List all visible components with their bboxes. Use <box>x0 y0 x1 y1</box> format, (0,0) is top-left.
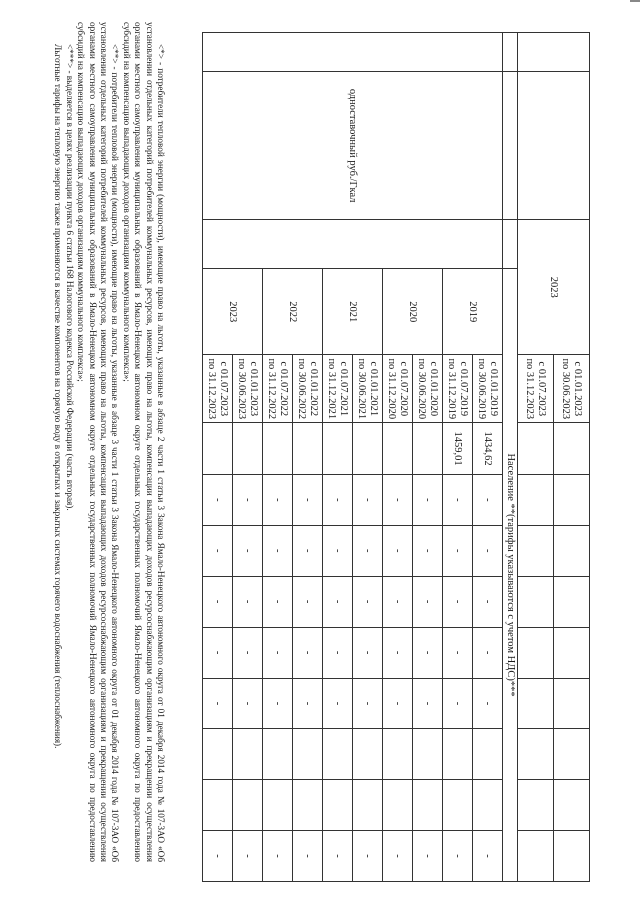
value-cell <box>518 525 554 576</box>
period-to: по 30.06.2023 <box>236 358 248 420</box>
footnote: <*> - потребители тепловой энергии (мощности), имеющие право на льготы, указанные в абзаце 2 части 1 статьи 3 Закона Ямало-Ненецкого автономного округа от 01 декабря 2014 года № 107-ЗАО «Об установлении отдельных категорий потребителей коммунальных ресурсов, имеющих право на льготы, компенсации выпадающих доходов ресурсоснабжающим организациям и прекращении осуществления органами местного самоуправления муниципальных образований в Ямало-Ненецком автономном округе отдельных государственных полномочий Ямало-Ненецкого автономного округа по предоставлению субсидий на компенсацию выпадающих доходов организациям коммунального комплекса»; <box>121 22 166 862</box>
value-cell: - <box>263 678 293 729</box>
value-cell <box>518 423 554 475</box>
period-cell <box>203 355 233 423</box>
period-to: по 31.12.2019 <box>446 358 458 420</box>
value-cell <box>413 423 443 475</box>
value-cell: - <box>413 474 443 525</box>
value-cell: - <box>413 576 443 627</box>
footnote: Льготные тарифы на тепловую энергию также применяются в качестве компонентов на горячую воду в открытых и закрытых системах горячего водоснабжения (теплоснабжения). <box>53 44 64 749</box>
year-cell: 2021 <box>323 269 383 355</box>
value-cell: - <box>203 576 233 627</box>
period-from: с 01.01.2021 <box>368 361 380 417</box>
value-cell: - <box>203 627 233 678</box>
value-cell: - <box>293 474 323 525</box>
blank-cell <box>518 72 590 220</box>
blank-cell <box>503 220 518 269</box>
year-cell: 2023 <box>518 220 590 355</box>
period-from: с 01.07.2021 <box>338 361 350 417</box>
footnote: <**> - потребители тепловой энергии (мощности), имеющие право на льготы, указанные в абзаце 3 части 1 статьи 3 Закона Ямало-Ненецкого автономного округа от 01 декабря 2014 года № 107-ЗАО «Об установлении отдельных категорий потребителей коммунальных ресурсов, имеющих право на льготы, компенсации выпадающих доходов ресурсоснабжающим организациям и прекращении осуществления органами местного самоуправления муниципальных образований в Ямало-Ненецком автономном округе отдельных государственных полномочий Ямало-Ненецкого автономного округа по предоставлению субсидий на компенсацию выпадающих доходов организациям коммунального комплекса»; <box>76 22 121 862</box>
value-cell <box>443 780 473 831</box>
period-from: с 01.07.2020 <box>398 361 410 417</box>
value-cell <box>554 474 590 525</box>
value-cell: - <box>473 525 503 576</box>
period-cell <box>233 355 263 423</box>
value-cell: - <box>353 576 383 627</box>
value-cell <box>554 780 590 831</box>
period-to: по 30.06.2019 <box>476 358 488 420</box>
blank-cell <box>518 33 590 72</box>
value-cell: - <box>203 474 233 525</box>
value-cell: - <box>233 474 263 525</box>
value-cell: - <box>383 474 413 525</box>
value-cell: - <box>203 678 233 729</box>
footnotes <box>52 22 166 862</box>
value-cell: - <box>473 627 503 678</box>
value-cell: - <box>353 525 383 576</box>
value-cell <box>518 474 554 525</box>
period-cell <box>383 355 413 423</box>
value-cell: - <box>383 627 413 678</box>
value-cell <box>518 831 554 882</box>
value-cell: - <box>383 525 413 576</box>
value-cell <box>383 423 413 475</box>
value-cell: - <box>443 525 473 576</box>
value-cell <box>293 729 323 780</box>
value-cell: - <box>473 831 503 882</box>
period-from: с 01.01.2022 <box>308 361 320 417</box>
blank-cell <box>203 33 503 72</box>
blank-cell <box>503 72 518 220</box>
value-cell: 1434,62 <box>473 423 503 475</box>
value-cell: - <box>263 576 293 627</box>
value-cell <box>263 729 293 780</box>
value-cell <box>554 729 590 780</box>
section-header: Население **(тарифы указываются с учетом НДС)*** <box>503 269 518 882</box>
value-cell <box>353 423 383 475</box>
value-cell <box>353 780 383 831</box>
period-from: с 01.07.2022 <box>278 361 290 417</box>
value-cell: - <box>443 576 473 627</box>
value-cell <box>518 678 554 729</box>
value-cell: - <box>263 831 293 882</box>
period-to: по 31.12.2020 <box>386 358 398 420</box>
value-cell <box>383 729 413 780</box>
value-cell: - <box>353 678 383 729</box>
value-cell: - <box>443 627 473 678</box>
unit-cell: одноставочный руб./Гкал <box>203 72 503 220</box>
value-cell: - <box>233 576 263 627</box>
value-cell: - <box>443 474 473 525</box>
value-cell <box>518 780 554 831</box>
blank-cell <box>203 220 503 269</box>
blank-cell <box>503 33 518 72</box>
period-to: по 30.06.2020 <box>416 358 428 420</box>
value-cell: - <box>353 627 383 678</box>
value-cell <box>473 780 503 831</box>
value-cell: - <box>323 678 353 729</box>
period-cell <box>293 355 323 423</box>
value-cell: 1459,01 <box>443 423 473 475</box>
period-to: по 31.12.2023 <box>206 358 218 420</box>
value-cell <box>554 678 590 729</box>
period-cell <box>443 355 473 423</box>
value-cell <box>353 729 383 780</box>
value-cell: - <box>383 678 413 729</box>
period-cell <box>413 355 443 423</box>
value-cell <box>323 780 353 831</box>
value-cell: - <box>383 576 413 627</box>
value-cell <box>293 780 323 831</box>
value-cell <box>323 423 353 475</box>
value-cell: - <box>293 525 323 576</box>
period-to: по 30.06.2022 <box>296 358 308 420</box>
value-cell: - <box>443 831 473 882</box>
value-cell: - <box>413 831 443 882</box>
value-cell <box>554 525 590 576</box>
value-cell: - <box>263 627 293 678</box>
period-cell <box>323 355 353 423</box>
value-cell: - <box>413 627 443 678</box>
period-to: по 31.12.2022 <box>266 358 278 420</box>
value-cell <box>554 831 590 882</box>
value-cell <box>203 729 233 780</box>
value-cell <box>203 780 233 831</box>
period-from: с 01.07.2019 <box>458 361 470 417</box>
table-row <box>473 33 503 882</box>
period-cell <box>473 355 503 423</box>
scan-artifact <box>630 0 640 2</box>
year-cell: 2023 <box>203 269 263 355</box>
value-cell: - <box>323 627 353 678</box>
year-cell: 2019 <box>443 269 503 355</box>
period-from: с 01.07.2023 <box>536 361 548 417</box>
value-cell: - <box>473 678 503 729</box>
period-to: по 31.12.2021 <box>326 358 338 420</box>
period-from: с 01.01.2020 <box>428 361 440 417</box>
period-cell <box>518 355 554 423</box>
value-cell <box>233 729 263 780</box>
value-cell <box>383 780 413 831</box>
year-cell: 2020 <box>383 269 443 355</box>
period-from: с 01.01.2023 <box>248 361 260 417</box>
period-to: по 31.12.2023 <box>524 358 536 420</box>
value-cell <box>233 780 263 831</box>
value-cell: - <box>383 831 413 882</box>
value-cell: - <box>203 831 233 882</box>
period-cell <box>554 355 590 423</box>
value-cell: - <box>233 831 263 882</box>
value-cell <box>518 627 554 678</box>
table-row <box>554 33 590 882</box>
period-from: с 01.07.2023 <box>218 361 230 417</box>
value-cell: - <box>353 831 383 882</box>
value-cell: - <box>443 678 473 729</box>
tariff-table <box>202 32 590 882</box>
value-cell <box>323 729 353 780</box>
value-cell: - <box>293 831 323 882</box>
value-cell: - <box>323 831 353 882</box>
value-cell: - <box>323 576 353 627</box>
value-cell <box>473 729 503 780</box>
value-cell: - <box>323 474 353 525</box>
value-cell: - <box>203 525 233 576</box>
footnote: <***> - выделяется в целях реализации пункта 6 статьи 168 Налогового кодекса Российской Федерации (часть вторая). <box>64 44 75 511</box>
value-cell <box>554 576 590 627</box>
value-cell <box>518 729 554 780</box>
year-cell: 2022 <box>263 269 323 355</box>
period-to: по 30.06.2023 <box>560 358 572 420</box>
period-from: с 01.01.2023 <box>572 361 584 417</box>
value-cell: - <box>353 474 383 525</box>
value-cell: - <box>233 525 263 576</box>
section-row <box>503 33 518 882</box>
value-cell <box>443 729 473 780</box>
value-cell: - <box>263 525 293 576</box>
period-cell <box>263 355 293 423</box>
value-cell <box>413 729 443 780</box>
value-cell: - <box>233 627 263 678</box>
value-cell: - <box>323 525 353 576</box>
value-cell: - <box>263 474 293 525</box>
value-cell <box>233 423 263 475</box>
value-cell: - <box>413 678 443 729</box>
value-cell <box>554 627 590 678</box>
value-cell: - <box>293 678 323 729</box>
value-cell <box>203 423 233 475</box>
value-cell <box>263 423 293 475</box>
period-from: с 01.01.2019 <box>488 361 500 417</box>
value-cell <box>263 780 293 831</box>
period-to: по 30.06.2021 <box>356 358 368 420</box>
value-cell: - <box>473 576 503 627</box>
rotated-content <box>20 22 620 882</box>
value-cell: - <box>293 627 323 678</box>
value-cell <box>518 576 554 627</box>
value-cell: - <box>233 678 263 729</box>
value-cell: - <box>413 525 443 576</box>
value-cell <box>554 423 590 475</box>
value-cell <box>413 780 443 831</box>
value-cell <box>293 423 323 475</box>
period-cell <box>353 355 383 423</box>
value-cell: - <box>293 576 323 627</box>
value-cell: - <box>473 474 503 525</box>
